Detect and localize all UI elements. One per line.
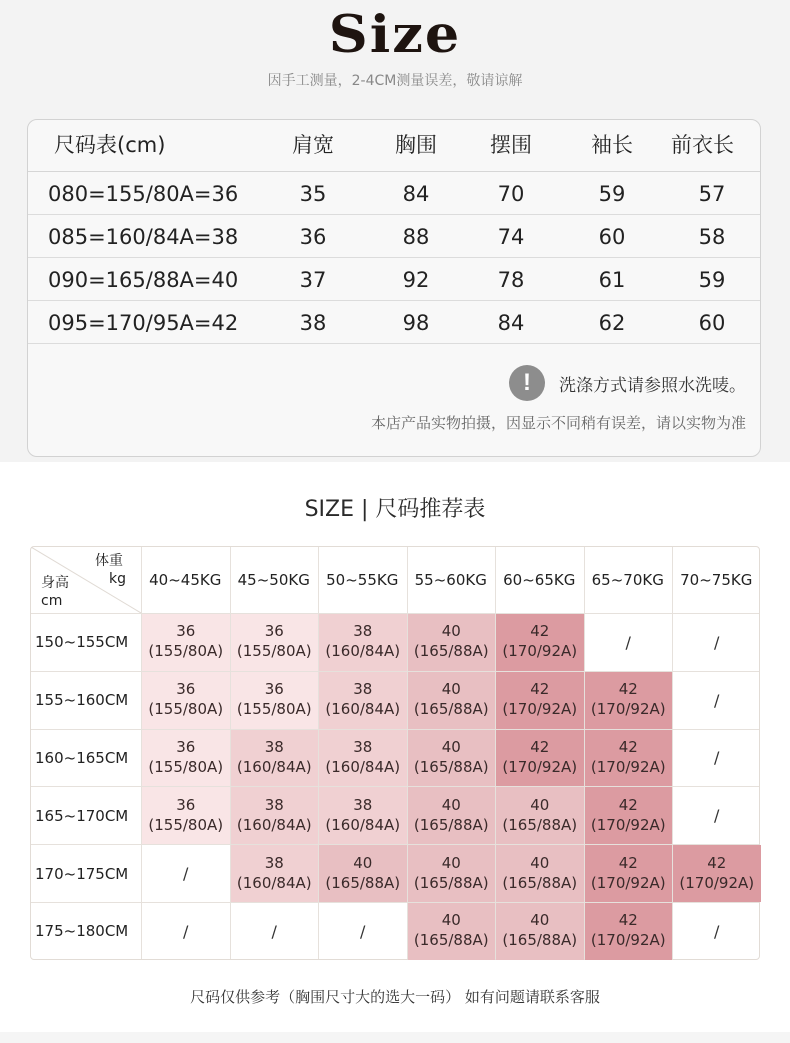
- size-spec: (160/84A): [325, 642, 401, 661]
- size-number: /: [714, 921, 720, 941]
- height-header: 160~165CM: [35, 748, 129, 767]
- size-table-card: [27, 119, 761, 457]
- size-cell: [408, 903, 496, 960]
- size-number: 42: [530, 622, 550, 641]
- size-cell: [142, 672, 230, 729]
- size-number: 42: [707, 853, 727, 872]
- height-header: 155~160CM: [35, 691, 129, 710]
- size-cell: [231, 672, 319, 729]
- size-spec: (165/88A): [413, 757, 489, 776]
- size-number: 40: [530, 911, 550, 930]
- height-header: 165~170CM: [35, 806, 129, 825]
- size-spec: (170/92A): [502, 757, 578, 776]
- size-spec: (160/84A): [325, 757, 401, 776]
- size-cell: [496, 845, 584, 902]
- col-front-length: 前衣长: [671, 133, 734, 157]
- size-cell: [673, 672, 761, 729]
- size-cell: [231, 787, 319, 844]
- shoulder-value: 38: [299, 311, 327, 335]
- weight-header: 55~60KG: [414, 571, 487, 589]
- table-row: [28, 172, 760, 215]
- size-spec: (165/88A): [502, 815, 578, 834]
- size-number: 40: [530, 853, 550, 872]
- size-cell: [319, 787, 407, 844]
- size-spec: (155/80A): [148, 700, 224, 719]
- chest-value: 84: [402, 182, 430, 206]
- size-cell: [142, 787, 230, 844]
- size-cell: [231, 845, 319, 902]
- sleeve-value: 59: [598, 182, 626, 206]
- recommendation-footnote: 尺码仅供参考（胸围尺寸大的选大一码） 如有问题请联系客服: [190, 988, 600, 1006]
- size-cell: [496, 672, 584, 729]
- size-spec: (170/92A): [590, 815, 666, 834]
- size-table-header: [28, 120, 760, 172]
- table-row: [28, 301, 760, 344]
- shoulder-value: 35: [299, 182, 327, 206]
- size-number: 42: [618, 680, 638, 699]
- table-row: [28, 258, 760, 301]
- size-spec: (170/92A): [590, 931, 666, 950]
- size-number: 36: [176, 622, 196, 641]
- size-cell: [142, 730, 230, 787]
- size-number: 42: [530, 680, 550, 699]
- size-number: /: [183, 863, 189, 883]
- size-cell: [496, 903, 584, 960]
- size-spec: (170/92A): [502, 642, 578, 661]
- front-length-value: 59: [698, 268, 726, 292]
- size-cell: [319, 614, 407, 671]
- corner-height-unit: cm: [41, 593, 63, 609]
- size-number: 36: [264, 622, 284, 641]
- size-spec: (165/88A): [413, 931, 489, 950]
- size-number: 40: [441, 622, 461, 641]
- size-number: 40: [441, 795, 461, 814]
- size-cell: [142, 845, 230, 902]
- height-header: 150~155CM: [35, 633, 129, 652]
- hem-value: 74: [497, 225, 525, 249]
- size-code: 080=155/80A=36: [48, 182, 239, 206]
- size-cell: [673, 845, 761, 902]
- size-spec: (165/88A): [325, 873, 401, 892]
- size-cell: [673, 787, 761, 844]
- shoulder-value: 37: [299, 268, 327, 292]
- size-number: 40: [441, 911, 461, 930]
- size-code: 085=160/84A=38: [48, 225, 239, 249]
- size-spec: (155/80A): [236, 642, 312, 661]
- size-number: 38: [264, 795, 284, 814]
- size-cell: [673, 614, 761, 671]
- size-spec: (170/92A): [590, 757, 666, 776]
- size-cell: [408, 787, 496, 844]
- recommendation-grid: [30, 546, 760, 960]
- size-number: /: [714, 632, 720, 652]
- size-number: 36: [176, 680, 196, 699]
- col-hem: 摆围: [490, 133, 532, 157]
- size-number: 40: [530, 795, 550, 814]
- size-number: 38: [353, 680, 373, 699]
- size-code: 090=165/88A=40: [48, 268, 239, 292]
- hem-value: 84: [497, 311, 525, 335]
- col-chest: 胸围: [395, 133, 437, 157]
- size-spec: (165/88A): [413, 642, 489, 661]
- size-number: 36: [176, 738, 196, 757]
- size-cell: [585, 903, 673, 960]
- size-number: /: [714, 806, 720, 826]
- size-number: 40: [353, 853, 373, 872]
- size-number: /: [183, 921, 189, 941]
- size-spec: (170/92A): [502, 700, 578, 719]
- size-number: /: [714, 690, 720, 710]
- recommendation-title: SIZE | 尺码推荐表: [304, 497, 486, 522]
- chest-value: 98: [402, 311, 430, 335]
- corner-height-label: 身高: [41, 575, 69, 591]
- size-cell: [585, 845, 673, 902]
- size-number: 42: [618, 853, 638, 872]
- measurement-note: 因手工测量，2-4CM测量误差，敬请谅解: [267, 73, 523, 89]
- size-spec: (155/80A): [148, 642, 224, 661]
- size-cell: [585, 672, 673, 729]
- weight-header: 50~55KG: [326, 571, 399, 589]
- size-cell: [496, 730, 584, 787]
- corner-weight-unit: kg: [109, 571, 126, 587]
- col-size-code: 尺码表(cm): [54, 133, 166, 157]
- size-number: 38: [264, 853, 284, 872]
- size-cell: [673, 903, 761, 960]
- size-spec: (160/84A): [236, 815, 312, 834]
- size-cell: [231, 730, 319, 787]
- size-number: 38: [353, 738, 373, 757]
- size-spec: (155/80A): [236, 700, 312, 719]
- size-cell: [673, 730, 761, 787]
- size-logo: Size: [328, 3, 462, 65]
- size-cell: [319, 903, 407, 960]
- size-number: 40: [441, 853, 461, 872]
- size-spec: (160/84A): [236, 757, 312, 776]
- weight-header: 40~45KG: [149, 571, 222, 589]
- size-number: /: [625, 632, 631, 652]
- size-cell: [231, 903, 319, 960]
- size-spec: (165/88A): [413, 815, 489, 834]
- size-spec: (160/84A): [325, 815, 401, 834]
- size-cell: [319, 845, 407, 902]
- size-cell: [142, 903, 230, 960]
- photo-disclaimer: 本店产品实物拍摄，因显示不同稍有误差，请以实物为准: [370, 414, 746, 432]
- size-number: /: [714, 748, 720, 768]
- weight-header: 45~50KG: [237, 571, 310, 589]
- size-spec: (165/88A): [413, 873, 489, 892]
- size-chart-section: [0, 0, 790, 462]
- size-number: 42: [530, 738, 550, 757]
- col-shoulder: 肩宽: [292, 133, 334, 157]
- size-spec: (170/92A): [679, 873, 755, 892]
- size-spec: (170/92A): [590, 700, 666, 719]
- height-header: 175~180CM: [35, 922, 129, 941]
- size-number: 42: [618, 738, 638, 757]
- height-header: 170~175CM: [35, 864, 129, 883]
- size-cell: [142, 614, 230, 671]
- wash-notice-text: 洗涤方式请参照水洗唛。: [559, 375, 746, 396]
- size-spec: (170/92A): [590, 873, 666, 892]
- size-number: 38: [264, 738, 284, 757]
- sleeve-value: 62: [598, 311, 626, 335]
- front-length-value: 58: [698, 225, 726, 249]
- col-sleeve: 袖长: [591, 133, 633, 157]
- size-cell: [319, 672, 407, 729]
- size-spec: (165/88A): [502, 873, 578, 892]
- size-spec: (160/84A): [236, 873, 312, 892]
- size-cell: [319, 730, 407, 787]
- size-number: 42: [618, 911, 638, 930]
- size-spec: (155/80A): [148, 815, 224, 834]
- size-number: 42: [618, 795, 638, 814]
- size-number: /: [271, 921, 277, 941]
- weight-header: 65~70KG: [591, 571, 664, 589]
- chest-value: 92: [402, 268, 430, 292]
- table-row: [28, 215, 760, 258]
- weight-header: 70~75KG: [680, 571, 753, 589]
- size-number: /: [360, 921, 366, 941]
- size-cell: [585, 614, 673, 671]
- size-cell: [496, 614, 584, 671]
- size-spec: (165/88A): [502, 931, 578, 950]
- size-number: 38: [353, 795, 373, 814]
- front-length-value: 57: [698, 182, 726, 206]
- size-spec: (160/84A): [325, 700, 401, 719]
- size-cell: [408, 730, 496, 787]
- exclamation-icon: !: [509, 365, 545, 401]
- size-number: 40: [441, 680, 461, 699]
- corner-weight-label: 体重: [95, 553, 123, 569]
- size-cell: [408, 672, 496, 729]
- size-cell: [408, 614, 496, 671]
- size-cell: [408, 845, 496, 902]
- sleeve-value: 60: [598, 225, 626, 249]
- weight-header: 60~65KG: [503, 571, 576, 589]
- front-length-value: 60: [698, 311, 726, 335]
- size-number: 36: [176, 795, 196, 814]
- shoulder-value: 36: [299, 225, 327, 249]
- size-number: 40: [441, 738, 461, 757]
- sleeve-value: 61: [598, 268, 626, 292]
- hem-value: 78: [497, 268, 525, 292]
- size-recommendation-section: [0, 462, 790, 1032]
- hem-value: 70: [497, 182, 525, 206]
- wash-notice: [509, 365, 746, 401]
- chest-value: 88: [402, 225, 430, 249]
- size-spec: (165/88A): [413, 700, 489, 719]
- size-cell: [585, 730, 673, 787]
- size-spec: (155/80A): [148, 757, 224, 776]
- size-code: 095=170/95A=42: [48, 311, 239, 335]
- size-number: 38: [353, 622, 373, 641]
- size-cell: [231, 614, 319, 671]
- size-cell: [585, 787, 673, 844]
- size-cell: [496, 787, 584, 844]
- size-number: 36: [264, 680, 284, 699]
